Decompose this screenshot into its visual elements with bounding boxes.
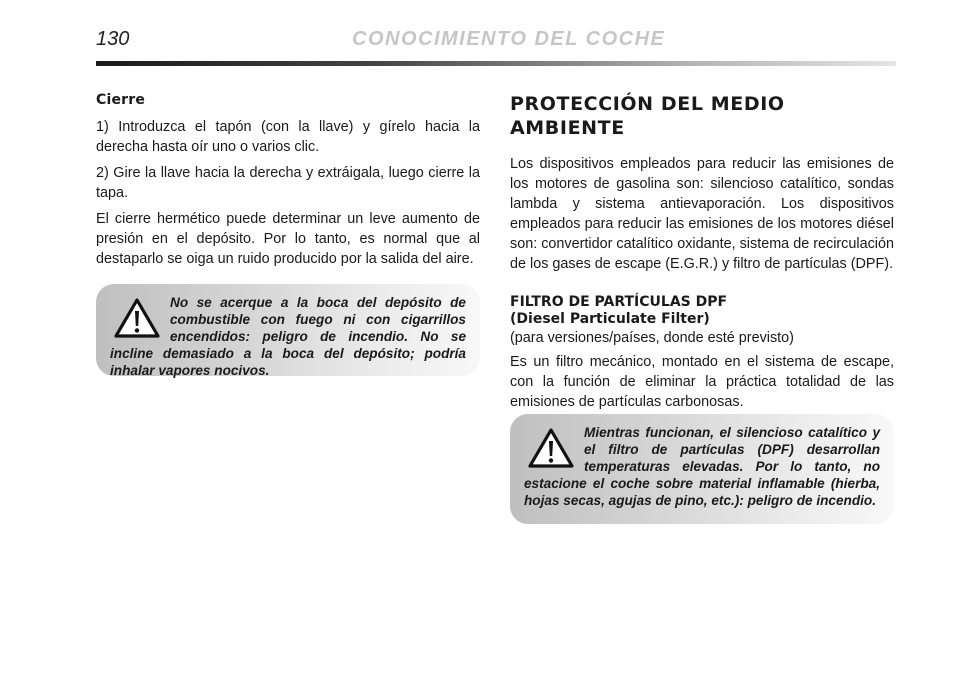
closing-heading: Cierre (96, 92, 146, 108)
heat-warning-box (510, 414, 894, 524)
fuel-warning-text: No se acerque a la boca del depósito de combustible con fuego ni con cigarrillos encendidos: peligro de incendio. No se incline demasiado a la boca del depósito; podría inhalar vapores nocivos. (110, 295, 466, 378)
right-column (510, 92, 894, 418)
warning-triangle-icon (528, 428, 574, 468)
closing-step-2: 2) Gire la llave hacia la derecha y extráigala, luego cierre la tapa. (96, 165, 480, 201)
spacer (510, 280, 894, 294)
dpf-heading-line1: FILTRO DE PARTÍCULAS DPF (510, 294, 728, 310)
environment-heading: PROTECCIÓN DEL MEDIO AMBIENTE (510, 93, 785, 139)
dpf-heading-line2: (Diesel Particulate Filter) (510, 311, 710, 327)
heat-warning-text: Mientras funcionan, el silencioso catalítico y el filtro de partículas (DPF) desarrollan temperaturas elevadas. Por lo tanto, no estacione el coche sobre material inflamable (hierba, hojas secas, agujas de pino, etc.): peligro de incendio. (524, 425, 880, 508)
left-column (96, 92, 480, 275)
emissions-intro: Los dispositivos empleados para reducir las emisiones de los motores de gasolina son: silencioso catalítico, sondas lambda y sistema antievaporación. Los dispositivos empleados para reducir las emisiones de los motores diésel son: convertidor catalítico oxidante, sistema de recirculación de los gases de escape (E.G.R.) y filtro de partículas (DPF). (510, 156, 894, 272)
dpf-availability-note: (para versiones/países, donde esté previsto) (510, 330, 794, 346)
fuel-warning-box (96, 284, 480, 376)
section-title: CONOCIMIENTO DEL COCHE (352, 28, 666, 50)
warning-triangle-icon (114, 298, 160, 338)
dpf-description: Es un filtro mecánico, montado en el sistema de escape, con la función de eliminar la práctica totalidad de las emisiones de partículas carbonosas. (510, 354, 894, 410)
header-divider (96, 61, 896, 66)
closing-step-1: 1) Introduzca el tapón (con la llave) y gírelo hacia la derecha hasta oír uno o varios clic. (96, 119, 480, 155)
page-number: 130 (96, 28, 130, 50)
closing-note: El cierre hermético puede determinar un leve aumento de presión en el depósito. Por lo tanto, es normal que al destaparlo se oiga un ruido producido por la salida del aire. (96, 211, 480, 267)
